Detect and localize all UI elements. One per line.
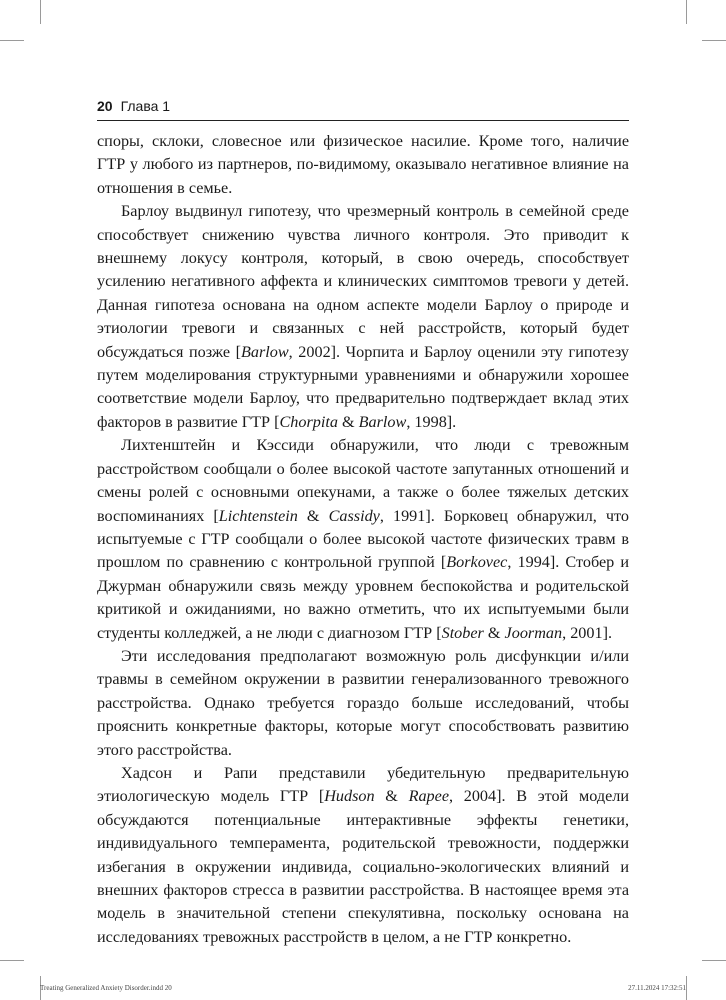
text-run: , 2004]. В этой модели обсуждаются потенциальные интерактивные эффекты генетики, индивидуального темперамента, родительской тревожности, поддержки избегания в окружении индивида, социально-экологических влияний и внешних факторов стресса в развитии расстройства. В настоящее время эта модель в значительной степени спекулятивна, поскольку основана на исследованиях тревожных расстройств в целом, а не ГТР конкретно. bbox=[97, 787, 629, 946]
paragraph bbox=[97, 130, 629, 200]
crop-mark-bottom-right bbox=[686, 976, 687, 1000]
citation-author: Joorman bbox=[504, 623, 563, 642]
text-run: & bbox=[337, 412, 359, 431]
crop-mark-right-top bbox=[702, 40, 726, 41]
citation-author: Barlow bbox=[241, 342, 289, 361]
crop-mark-top-right bbox=[686, 0, 687, 24]
citation-author: Chorpita bbox=[279, 412, 338, 431]
citation-author: Cassidy bbox=[328, 506, 380, 525]
text-run: Барлоу выдвинул гипотезу, что чрезмерный контроль в семейной среде способствует снижению чувства личного контроля. Это приводит к внешнему локусу контроля, который, в свою очередь, способствует усилению негативного аффекта и клинических симптомов тревоги у детей. Данная гипотеза основана на одном аспекте модели Барлоу о природе и этиологии тревоги и связанных с ней расстройств, который будет обсуждаться позже [ bbox=[97, 202, 629, 361]
paragraph bbox=[97, 200, 629, 434]
footer-timestamp: 27.11.2024 17:32:51 bbox=[628, 984, 686, 992]
text-run: Лихтенштейн и Кэссиди обнаружили, что люди с тревожным расстройством сообщали о более высокой частоте запутанных отношений и смены ролей с основными опекунами, а также о более тяжелых детских воспоминаниях [ bbox=[97, 436, 629, 525]
header-rule bbox=[97, 120, 629, 121]
citation-author: Lichtenstein bbox=[218, 506, 298, 525]
citation-author: Hudson bbox=[324, 787, 375, 806]
text-run: & bbox=[374, 787, 409, 806]
footer-file-label: Treating Generalized Anxiety Disorder.indd 20 bbox=[40, 984, 172, 992]
text-run: Эти исследования предполагают возможную роль дисфункции и/или травмы в семейном окружении в развитии генерализованного тревожного расстройства. Однако требуется гораздо больше исследований, чтобы прояснить конкретные факторы, которые могут способствовать развитию этого расстройства. bbox=[97, 646, 629, 759]
citation-author: Barlow bbox=[358, 412, 407, 431]
body-text bbox=[97, 130, 629, 949]
text-run: , 1991]. Борковец обнаружил, что испытуемые с ГТР сообщали о более высокой частоте физических травм в прошлом по сравнению с контрольной группой [ bbox=[97, 506, 629, 572]
text-run: Хадсон и Рапи представили убедительную предварительную этиологическую модель ГТР [ bbox=[97, 763, 629, 806]
text-run: & bbox=[483, 623, 505, 642]
citation-author: Stober bbox=[441, 623, 484, 642]
citation-author: Borkovec bbox=[446, 553, 508, 572]
paragraph bbox=[97, 645, 629, 762]
text-run: & bbox=[297, 506, 329, 525]
crop-mark-right-bottom bbox=[702, 960, 726, 961]
page-number: 20 bbox=[97, 98, 113, 114]
crop-mark-left-top bbox=[0, 40, 24, 41]
text-run: споры, склоки, словесное или физическое насилие. Кроме того, наличие ГТР у любого из партнеров, по-видимому, оказывало негативное влияние на отношения в семье. bbox=[97, 132, 629, 197]
citation-author: Rapee bbox=[408, 787, 450, 806]
text-run: , 1998]. bbox=[406, 412, 457, 431]
paragraph bbox=[97, 762, 629, 949]
chapter-title: Глава 1 bbox=[120, 98, 171, 114]
text-run: , 2002]. Чорпита и Барлоу оценили эту гипотезу путем моделирования структурными уравнениями и обнаружили хорошее соответствие модели Барлоу, что предварительно подтверждает вклад этих факторов в развитие ГТР [ bbox=[97, 342, 630, 431]
paragraph bbox=[97, 434, 629, 645]
crop-mark-top-left bbox=[40, 0, 41, 24]
crop-mark-left-bottom bbox=[0, 960, 24, 961]
text-run: , 2001]. bbox=[562, 623, 613, 642]
running-header bbox=[97, 98, 629, 114]
text-run: , 1994]. Стобер и Джурман обнаружили связь между уровнем беспокойства и родительской критикой и ожиданиями, но важно отметить, что их испытуемыми были студенты колледжей, а не люди с диагнозом ГТР [ bbox=[97, 553, 629, 642]
